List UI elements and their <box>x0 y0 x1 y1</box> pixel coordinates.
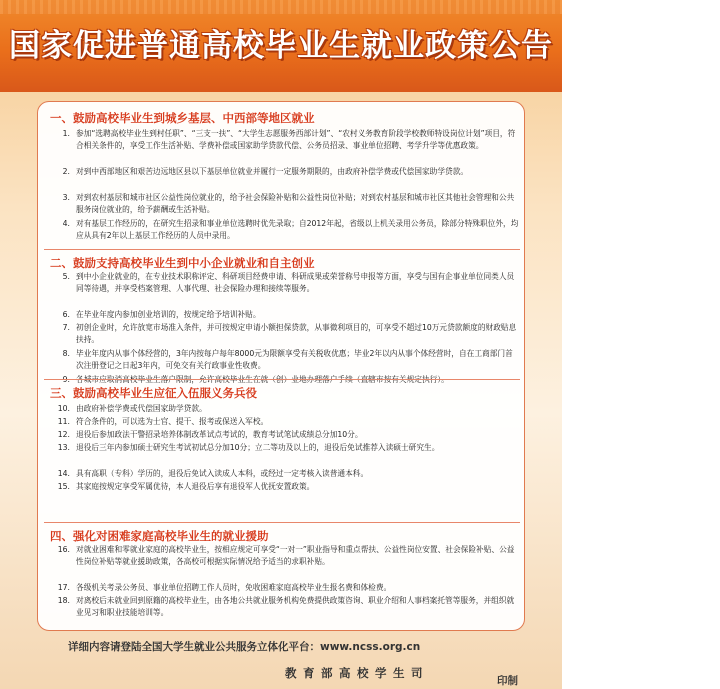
item-number: 2. <box>62 167 70 176</box>
item-number: 7. <box>62 323 70 332</box>
item-number: 15. <box>57 482 70 491</box>
item-text: 各城市应取消高校毕业生落户限制，允许高校毕业生在就（创）业地办理落户手续（直辖市按有关规定执行）。 <box>76 375 449 384</box>
policy-item <box>54 271 520 296</box>
item-number: 10. <box>57 404 70 413</box>
policy-item <box>54 218 520 243</box>
item-text: 其家庭按规定享受军属优待，本人退役后享有退役军人优抚安置政策。 <box>76 482 315 491</box>
title-banner <box>0 0 562 92</box>
banner-decoration <box>0 0 562 14</box>
policy-item <box>54 468 520 480</box>
poster-footer <box>0 633 562 689</box>
item-text: 对就业困难和零就业家庭的高校毕业生，按相应规定可享受“一对一”职业指导和重点帮扶、公益性岗位安置、社会保险补贴、公益性岗位补贴等就业援助政策，各高校可根据实际情况给予适当的求职补贴。 <box>76 545 515 567</box>
item-text: 对离校后未就业回到原籍的高校毕业生，由各地公共就业服务机构免费提供政策咨询、职业介绍和人事档案托管等服务，并组织就业见习和职业技能培训等。 <box>76 596 515 618</box>
policy-item <box>54 322 520 347</box>
item-text: 各级机关考录公务员、事业单位招聘工作人员时，免收困难家庭高校毕业生报名费和体检费。 <box>76 583 392 592</box>
policy-item <box>54 192 520 217</box>
policy-panel <box>37 101 525 631</box>
item-text: 具有高职（专科）学历的，退役后免试入读成人本科，或经过一定考核入读普通本科。 <box>76 469 369 478</box>
section-heading-2: 二、鼓励支持高校毕业生到中小企业就业和自主创业 <box>50 256 315 270</box>
item-number: 4. <box>62 219 70 228</box>
item-text: 毕业年度内从事个体经营的，3年内按每户每年8000元为限额享受有关税收优惠；毕业2年以内从事个体经营时，自在工商部门首次注册登记之日起3年内，可免交有关行政事业性收费。 <box>76 349 513 371</box>
poster-title: 国家促进普通高校毕业生就业政策公告 <box>9 28 553 64</box>
platform-info: 详细内容请登陆全国大学生就业公共服务立体化平台：www.ncss.org.cn <box>68 641 421 653</box>
item-number: 5. <box>62 272 70 281</box>
section-heading-4: 四、强化对困难家庭高校毕业生的就业援助 <box>50 529 269 543</box>
item-number: 18. <box>57 596 70 605</box>
item-text: 符合条件的，可以选为士官、提干、报考或保送入军校。 <box>76 417 269 426</box>
item-text: 退役后参加政法干警招录培养体制改革试点考试的，教育考试笔试成绩总分加10分。 <box>76 430 363 439</box>
item-number: 12. <box>57 430 70 439</box>
item-text: 在毕业年度内参加创业培训的，按规定给予培训补贴。 <box>76 310 261 319</box>
issuer-name: 教育部高校学生司 <box>285 666 429 680</box>
policy-item <box>54 429 520 441</box>
policy-item <box>54 582 520 594</box>
policy-item <box>54 166 520 178</box>
item-text: 初创企业时，允许放宽市场准入条件，并可按规定申请小额担保贷款，从事微利项目的，可享受不超过10万元贷款额度的财政贴息扶持。 <box>76 323 517 345</box>
item-text: 退役后三年内参加硕士研究生考试初试总分加10分；立二等功及以上的，退役后免试推荐入读硕士研究生。 <box>76 443 440 452</box>
section-divider <box>44 522 520 523</box>
policy-item <box>54 595 520 620</box>
item-number: 16. <box>57 545 70 554</box>
policy-item <box>54 348 520 373</box>
policy-item <box>54 309 520 321</box>
item-number: 9. <box>62 375 70 384</box>
item-text: 到中小企业就业的，在专业技术职称评定、科研项目经费申请、科研成果或荣誉称号申报等方面，享受与国有企事业单位同类人员同等待遇，并享受档案管理、人事代理、社会保险办理和接续等服务。 <box>76 272 515 294</box>
item-number: 14. <box>57 469 70 478</box>
item-number: 8. <box>62 349 70 358</box>
policy-item <box>54 481 520 493</box>
item-number: 13. <box>57 443 70 452</box>
section-divider <box>44 249 520 250</box>
item-number: 1. <box>62 129 70 138</box>
policy-item <box>54 416 520 428</box>
section-heading-3: 三、鼓励高校毕业生应征入伍服义务兵役 <box>50 386 257 400</box>
item-text: 对到农村基层和城市社区公益性岗位就业的，给予社会保险补贴和公益性岗位补贴；对到农村基层和城市社区其他社会管理和公共服务岗位就业的，给予薪酬或生活补贴。 <box>76 193 515 215</box>
item-number: 11. <box>57 417 70 426</box>
policy-item <box>54 442 520 454</box>
printed-label: 印制 <box>497 675 518 687</box>
item-text: 参加“选聘高校毕业生到村任职”、“三支一扶”、“大学生志愿服务西部计划”、“农村义务教育阶段学校教师特设岗位计划”项目，符合相关条件的，享受工作生活补贴、学费补偿或国家助学贷款代偿、公务员招录、事业单位招聘、考学升学等优惠政策。 <box>76 129 516 151</box>
section-divider <box>44 379 520 380</box>
item-number: 6. <box>62 310 70 319</box>
policy-item <box>54 128 520 153</box>
item-text: 由政府补偿学费或代偿国家助学贷款。 <box>76 404 207 413</box>
item-text: 对有基层工作经历的，在研究生招录和事业单位选聘时优先录取；自2012年起，省级以上机关录用公务员，除部分特殊职位外，均应从具有2年以上基层工作经历的人员中录用。 <box>76 219 519 241</box>
item-number: 3. <box>62 193 70 202</box>
policy-item <box>54 403 520 415</box>
item-number: 17. <box>57 583 70 592</box>
section-heading-1: 一、鼓励高校毕业生到城乡基层、中西部等地区就业 <box>50 111 315 125</box>
policy-item <box>54 544 520 569</box>
item-text: 对到中西部地区和艰苦边远地区县以下基层单位就业并履行一定服务期限的，由政府补偿学费或代偿国家助学贷款。 <box>76 167 469 176</box>
